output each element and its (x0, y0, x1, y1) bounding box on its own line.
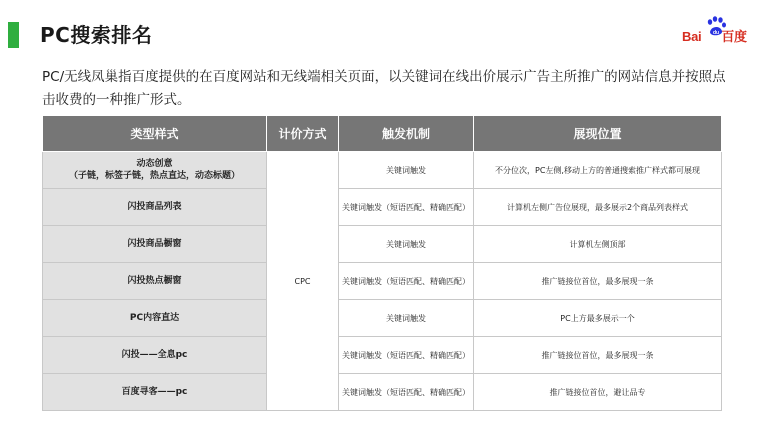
type-cell: 百度寻客——pc (43, 374, 267, 411)
position-cell: 计算机左侧广告位展现，最多展示2个商品列表样式 (474, 189, 722, 226)
table-row (43, 374, 722, 411)
type-sublabel: （子链，标签子链，热点直达，动态标题） (68, 171, 240, 181)
header-trigger-mechanism: 触发机制 (339, 116, 474, 152)
position-cell: 不分位次，PC左侧,移动上方的普通搜索推广样式都可展现 (474, 152, 722, 189)
table-header-row (43, 116, 722, 152)
header-display-position: 展现位置 (474, 116, 722, 152)
svg-text:du: du (712, 30, 720, 36)
position-cell: 推广链接位首位，避让品专 (474, 374, 722, 411)
type-label: 动态创意 (136, 159, 173, 169)
logo-wordmark: Bai 百度 (682, 29, 747, 44)
trigger-cell: 关键词触发 (339, 152, 474, 189)
type-cell: 闪投——全息pc (43, 337, 267, 374)
table-row (43, 226, 722, 263)
position-cell: PC上方最多展示一个 (474, 300, 722, 337)
charge-cell: CPC (267, 152, 339, 411)
ad-formats-table (42, 115, 722, 411)
baidu-logo (682, 14, 752, 48)
type-cell: 闪投商品列表 (43, 189, 267, 226)
trigger-cell: 关键词触发（短语匹配、精确匹配） (339, 263, 474, 300)
type-cell: 闪投热点橱窗 (43, 263, 267, 300)
table-row (43, 300, 722, 337)
trigger-cell: 关键词触发 (339, 300, 474, 337)
position-cell: 推广链接位首位，最多展现一条 (474, 337, 722, 374)
table-row (43, 337, 722, 374)
position-cell: 推广链接位首位，最多展现一条 (474, 263, 722, 300)
header-type-style: 类型样式 (43, 116, 267, 152)
type-cell: PC内容直达 (43, 300, 267, 337)
table-row (43, 263, 722, 300)
type-cell: 闪投商品橱窗 (43, 226, 267, 263)
table-row (43, 152, 722, 189)
trigger-cell: 关键词触发（短语匹配、精确匹配） (339, 189, 474, 226)
title-accent-bar (8, 22, 19, 48)
position-cell: 计算机左侧顶部 (474, 226, 722, 263)
trigger-cell: 关键词触发（短语匹配、精确匹配） (339, 337, 474, 374)
table-row (43, 189, 722, 226)
trigger-cell: 关键词触发（短语匹配、精确匹配） (339, 374, 474, 411)
header-charge-method: 计价方式 (267, 116, 339, 152)
type-cell (43, 152, 267, 189)
trigger-cell: 关键词触发 (339, 226, 474, 263)
intro-paragraph: PC/无线凤巢指百度提供的在百度网站和无线端相关页面，以关键词在线出价展示广告主所推广的网站信息并按照点击收费的一种推广形式。 (42, 69, 726, 108)
page-title: PC搜索排名 (40, 23, 153, 47)
